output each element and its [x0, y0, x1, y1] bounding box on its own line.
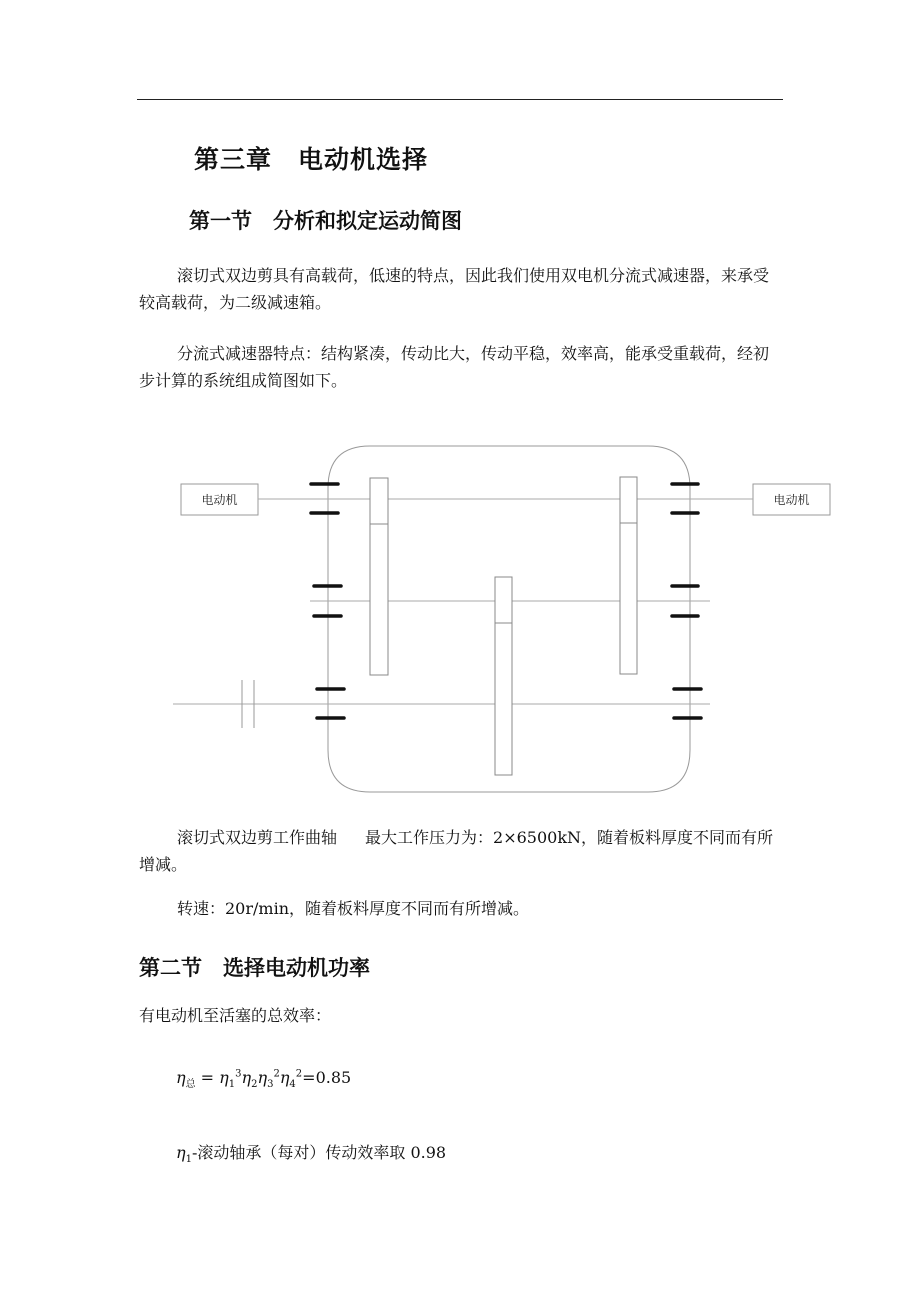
paragraph-4: 转速：20r/min，随着板料厚度不同而有所增减。 [177, 899, 529, 918]
paragraph-3: 滚切式双边剪工作曲轴 最大工作压力为：2×6500kN，随着板料厚度不同而有所增减。 [139, 828, 774, 874]
chapter-title: 第三章 电动机选择 [194, 145, 429, 174]
motor-right-label: 电动机 [773, 493, 810, 507]
paragraph-5: 有电动机至活塞的总效率： [139, 1006, 332, 1025]
gear-left [370, 478, 388, 675]
eta1-definition: $\eta_1-$滚动轴承（每对）传动效率取 0.98 [176, 1143, 447, 1166]
header-rule [137, 99, 783, 100]
efficiency-equation: $\eta_总 = \eta_1^3\eta_2\eta_3^2\eta_4^2=0.85$ [176, 1068, 352, 1091]
motor-left-label: 电动机 [201, 493, 238, 507]
section-2-title: 第二节 选择电动机功率 [139, 956, 370, 980]
gear-center [495, 577, 512, 775]
transmission-diagram [170, 440, 840, 800]
paragraph-2: 分流式减速器特点：结构紧凑，传动比大，传动平稳，效率高，能承受重载荷，经初步计算的系统组成简图如下。 [139, 344, 770, 390]
paragraph-1: 滚切式双边剪具有高载荷，低速的特点，因此我们使用双电机分流式减速器，来承受较高载荷，为二级减速箱。 [139, 266, 770, 312]
section-1-title: 第一节 分析和拟定运动简图 [189, 209, 462, 233]
gear-right [620, 477, 637, 674]
